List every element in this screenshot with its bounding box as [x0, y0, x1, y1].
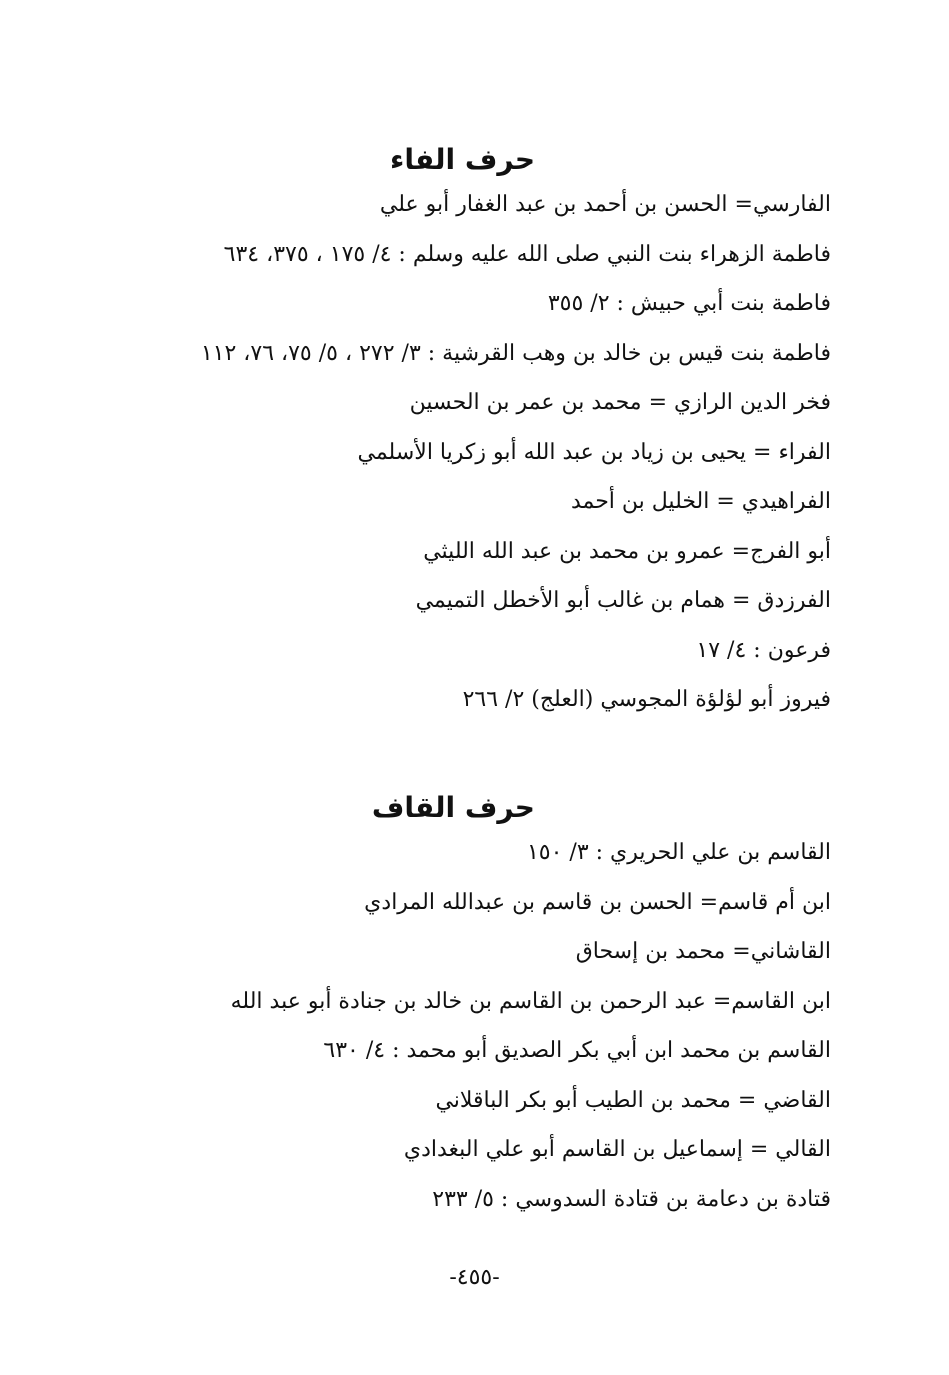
- index-entry: قتادة بن دعامة بن قتادة السدوسي : ٥/ ٢٣٣: [432, 1186, 831, 1212]
- index-entry: القاسم بن محمد ابن أبي بكر الصديق أبو محمد : ٤/ ٦٣٠: [323, 1038, 831, 1063]
- index-entry: القاشاني= محمد بن إسحاق: [575, 939, 831, 964]
- index-entry: الفراهيدي = الخليل بن أحمد: [570, 489, 831, 514]
- index-entry: فرعون : ٤/ ١٧: [696, 637, 831, 663]
- index-entry: القاضي = محمد بن الطيب أبو بكر الباقلاني: [435, 1087, 831, 1113]
- section-heading: حرف الفاء: [390, 143, 535, 176]
- index-entry: فاطمة بنت قيس بن خالد بن وهب القرشية : ٣/ ٢٧٢ ، ٥/ ٧٥، ٧٦، ١١٢: [200, 340, 831, 366]
- index-entry: ابن أم قاسم= الحسن بن قاسم بن عبدالله المرادي: [364, 889, 831, 915]
- index-entry: فاطمة الزهراء بنت النبي صلى الله عليه وسلم : ٤/ ١٧٥ ، ٣٧٥، ٦٣٤: [223, 241, 831, 267]
- index-entry: ابن القاسم= عبد الرحمن بن القاسم بن خالد بن جنادة أبو عبد الله: [230, 988, 831, 1014]
- index-entry: أبو الفرج= عمرو بن محمد بن عبد الله الليثي: [423, 538, 831, 564]
- section-heading: حرف القاف: [371, 791, 535, 824]
- index-entry: فيروز أبو لؤلؤة المجوسي (العلج) ٢/ ٢٦٦: [462, 687, 831, 712]
- index-entry: الفرزدق = همام بن غالب أبو الأخطل التميمي: [415, 588, 831, 613]
- section-letter-fa: [111, 140, 831, 725]
- index-entry: فخر الدين الرازي = محمد بن عمر بن الحسين: [409, 390, 831, 415]
- page-number: -٤٥٥-: [449, 1265, 500, 1290]
- index-entry: القالي = إسماعيل بن القاسم أبو علي البغدادي: [403, 1137, 831, 1162]
- index-entry: الفارسي= الحسن بن أحمد بن عبد الغفار أبو علي: [379, 192, 831, 217]
- index-entry: القاسم بن علي الحريري : ٣/ ١٥٠: [526, 840, 831, 865]
- index-entry: الفراء = يحيى بن زياد بن عبد الله أبو زكريا الأسلمي: [357, 439, 831, 465]
- section-letter-qaf: [111, 788, 831, 1224]
- index-entry: فاطمة بنت أبي حبيش : ٢/ ٣٥٥: [547, 291, 831, 316]
